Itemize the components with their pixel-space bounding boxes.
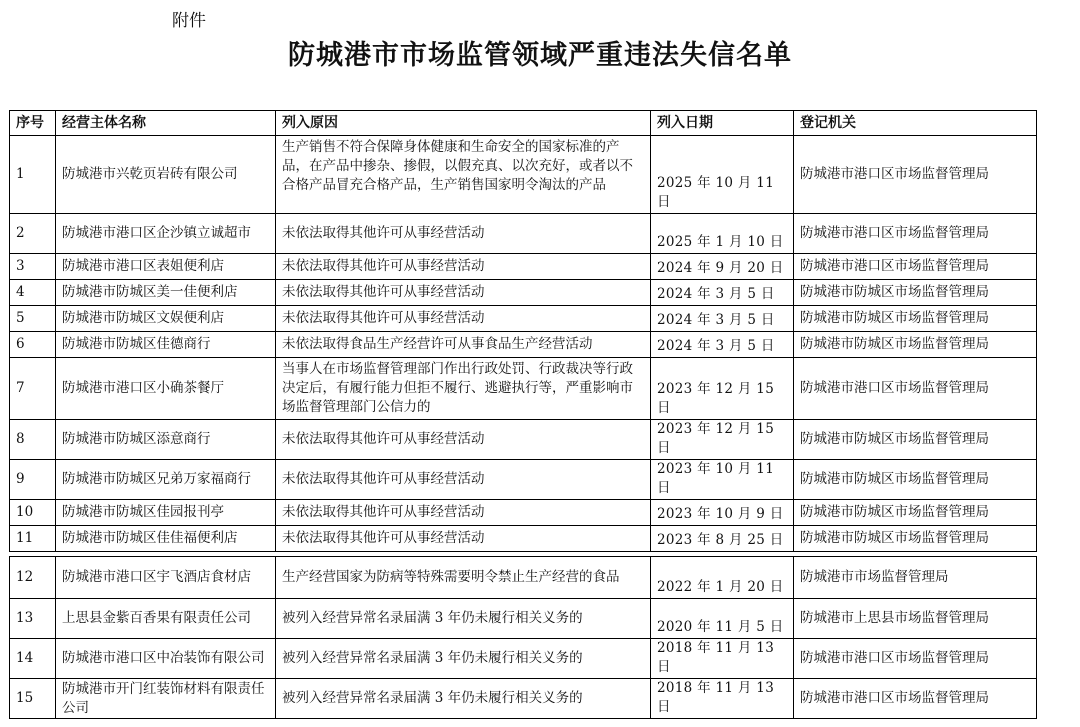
- cell-serial: 8: [10, 420, 56, 460]
- cell-authority: 防城港市港口区市场监督管理局: [794, 136, 1037, 214]
- cell-reason: 未依法取得其他许可从事经营活动: [276, 500, 651, 526]
- cell-entity-name: 防城港市港口区表姐便利店: [56, 254, 276, 280]
- cell-serial: 13: [10, 599, 56, 639]
- cell-reason: 未依法取得其他许可从事经营活动: [276, 254, 651, 280]
- cell-serial: 4: [10, 280, 56, 306]
- table-row: [10, 526, 1037, 552]
- cell-authority: 防城港市港口区市场监督管理局: [794, 254, 1037, 280]
- cell-date: 2023 年 10 月 9 日: [651, 500, 794, 526]
- cell-serial: 1: [10, 136, 56, 214]
- cell-date: 2024 年 3 月 5 日: [651, 280, 794, 306]
- cell-serial: 15: [10, 679, 56, 719]
- cell-serial: 14: [10, 639, 56, 679]
- cell-serial: 10: [10, 500, 56, 526]
- header-authority: 登记机关: [794, 111, 1037, 136]
- cell-date: 2020 年 11 月 5 日: [651, 599, 794, 639]
- cell-authority: 防城港市港口区市场监督管理局: [794, 679, 1037, 719]
- cell-entity-name: 防城港市防城区佳园报刊亭: [56, 500, 276, 526]
- cell-date: 2023 年 10 月 11 日: [651, 460, 794, 500]
- cell-authority: 防城港市防城区市场监督管理局: [794, 280, 1037, 306]
- cell-entity-name: 防城港市防城区美一佳便利店: [56, 280, 276, 306]
- cell-authority: 防城港市防城区市场监督管理局: [794, 332, 1037, 358]
- table-header-row: [10, 111, 1037, 136]
- cell-reason: 未依法取得食品生产经营许可从事食品生产经营活动: [276, 332, 651, 358]
- table-row: [10, 332, 1037, 358]
- cell-serial: 9: [10, 460, 56, 500]
- cell-reason: 未依法取得其他许可从事经营活动: [276, 214, 651, 254]
- blacklist-table-part2: [9, 556, 1037, 719]
- cell-reason: 被列入经营异常名录届满 3 年仍未履行相关义务的: [276, 639, 651, 679]
- table-row: [10, 280, 1037, 306]
- cell-date: 2024 年 3 月 5 日: [651, 306, 794, 332]
- cell-date: 2018 年 11 月 13 日: [651, 679, 794, 719]
- cell-authority: 防城港市防城区市场监督管理局: [794, 500, 1037, 526]
- header-date: 列入日期: [651, 111, 794, 136]
- cell-reason: 被列入经营异常名录届满 3 年仍未履行相关义务的: [276, 679, 651, 719]
- cell-serial: 12: [10, 557, 56, 599]
- cell-serial: 3: [10, 254, 56, 280]
- cell-entity-name: 防城港市港口区小确茶餐厅: [56, 358, 276, 420]
- cell-authority: 防城港市防城区市场监督管理局: [794, 526, 1037, 552]
- cell-authority: 防城港市港口区市场监督管理局: [794, 639, 1037, 679]
- header-entity-name: 经营主体名称: [56, 111, 276, 136]
- cell-authority: 防城港市防城区市场监督管理局: [794, 306, 1037, 332]
- cell-serial: 5: [10, 306, 56, 332]
- table-row: [10, 679, 1037, 719]
- cell-date: 2023 年 12 月 15 日: [651, 358, 794, 420]
- cell-entity-name: 防城港市港口区中冶装饰有限公司: [56, 639, 276, 679]
- cell-serial: 6: [10, 332, 56, 358]
- cell-entity-name: 防城港市防城区文娱便利店: [56, 306, 276, 332]
- cell-entity-name: 防城港市防城区佳佳福便利店: [56, 526, 276, 552]
- table-row: [10, 599, 1037, 639]
- cell-authority: 防城港市上思县市场监督管理局: [794, 599, 1037, 639]
- cell-reason: 当事人在市场监督管理部门作出行政处罚、行政裁决等行政决定后，有履行能力但拒不履行、逃避执行等，严重影响市场监督管理部门公信力的: [276, 358, 651, 420]
- table-row: [10, 460, 1037, 500]
- table-row: [10, 214, 1037, 254]
- cell-reason: 生产销售不符合保障身体健康和生命安全的国家标准的产品，在产品中掺杂、掺假，以假充真、以次充好，或者以不合格产品冒充合格产品，生产销售国家明令淘汰的产品: [276, 136, 651, 214]
- cell-entity-name: 防城港市防城区添意商行: [56, 420, 276, 460]
- cell-date: 2023 年 8 月 25 日: [651, 526, 794, 552]
- cell-reason: 被列入经营异常名录届满 3 年仍未履行相关义务的: [276, 599, 651, 639]
- cell-authority: 防城港市防城区市场监督管理局: [794, 460, 1037, 500]
- cell-reason: 未依法取得其他许可从事经营活动: [276, 460, 651, 500]
- cell-serial: 11: [10, 526, 56, 552]
- table-row: [10, 306, 1037, 332]
- cell-entity-name: 上思县金紫百香果有限责任公司: [56, 599, 276, 639]
- blacklist-table-part1: [9, 110, 1037, 552]
- cell-serial: 2: [10, 214, 56, 254]
- cell-entity-name: 防城港市港口区企沙镇立诚超市: [56, 214, 276, 254]
- header-reason: 列入原因: [276, 111, 651, 136]
- cell-authority: 防城港市港口区市场监督管理局: [794, 358, 1037, 420]
- cell-reason: 生产经营国家为防病等特殊需要明令禁止生产经营的食品: [276, 557, 651, 599]
- cell-date: 2025 年 10 月 11 日: [651, 136, 794, 214]
- cell-authority: 防城港市港口区市场监督管理局: [794, 214, 1037, 254]
- cell-entity-name: 防城港市兴乾页岩砖有限公司: [56, 136, 276, 214]
- table-row: [10, 500, 1037, 526]
- cell-authority: 防城港市防城区市场监督管理局: [794, 420, 1037, 460]
- header-serial: 序号: [10, 111, 56, 136]
- table-row: [10, 358, 1037, 420]
- cell-reason: 未依法取得其他许可从事经营活动: [276, 526, 651, 552]
- cell-entity-name: 防城港市防城区兄弟万家福商行: [56, 460, 276, 500]
- cell-reason: 未依法取得其他许可从事经营活动: [276, 420, 651, 460]
- table-row: [10, 136, 1037, 214]
- table-row: [10, 254, 1037, 280]
- cell-reason: 未依法取得其他许可从事经营活动: [276, 280, 651, 306]
- table-row: [10, 420, 1037, 460]
- cell-date: 2022 年 1 月 20 日: [651, 557, 794, 599]
- cell-date: 2018 年 11 月 13 日: [651, 639, 794, 679]
- cell-date: 2025 年 1 月 10 日: [651, 214, 794, 254]
- page-title: 防城港市市场监管领域严重违法失信名单: [288, 40, 792, 71]
- cell-date: 2023 年 12 月 15 日: [651, 420, 794, 460]
- cell-date: 2024 年 9 月 20 日: [651, 254, 794, 280]
- table-row: [10, 557, 1037, 599]
- cell-reason: 未依法取得其他许可从事经营活动: [276, 306, 651, 332]
- cell-entity-name: 防城港市港口区宇飞酒店食材店: [56, 557, 276, 599]
- cell-entity-name: 防城港市防城区佳德商行: [56, 332, 276, 358]
- attachment-label: 附件: [172, 11, 206, 31]
- cell-serial: 7: [10, 358, 56, 420]
- cell-date: 2024 年 3 月 5 日: [651, 332, 794, 358]
- table-row: [10, 639, 1037, 679]
- cell-entity-name: 防城港市开门红装饰材料有限责任公司: [56, 679, 276, 719]
- cell-authority: 防城港市市场监督管理局: [794, 557, 1037, 599]
